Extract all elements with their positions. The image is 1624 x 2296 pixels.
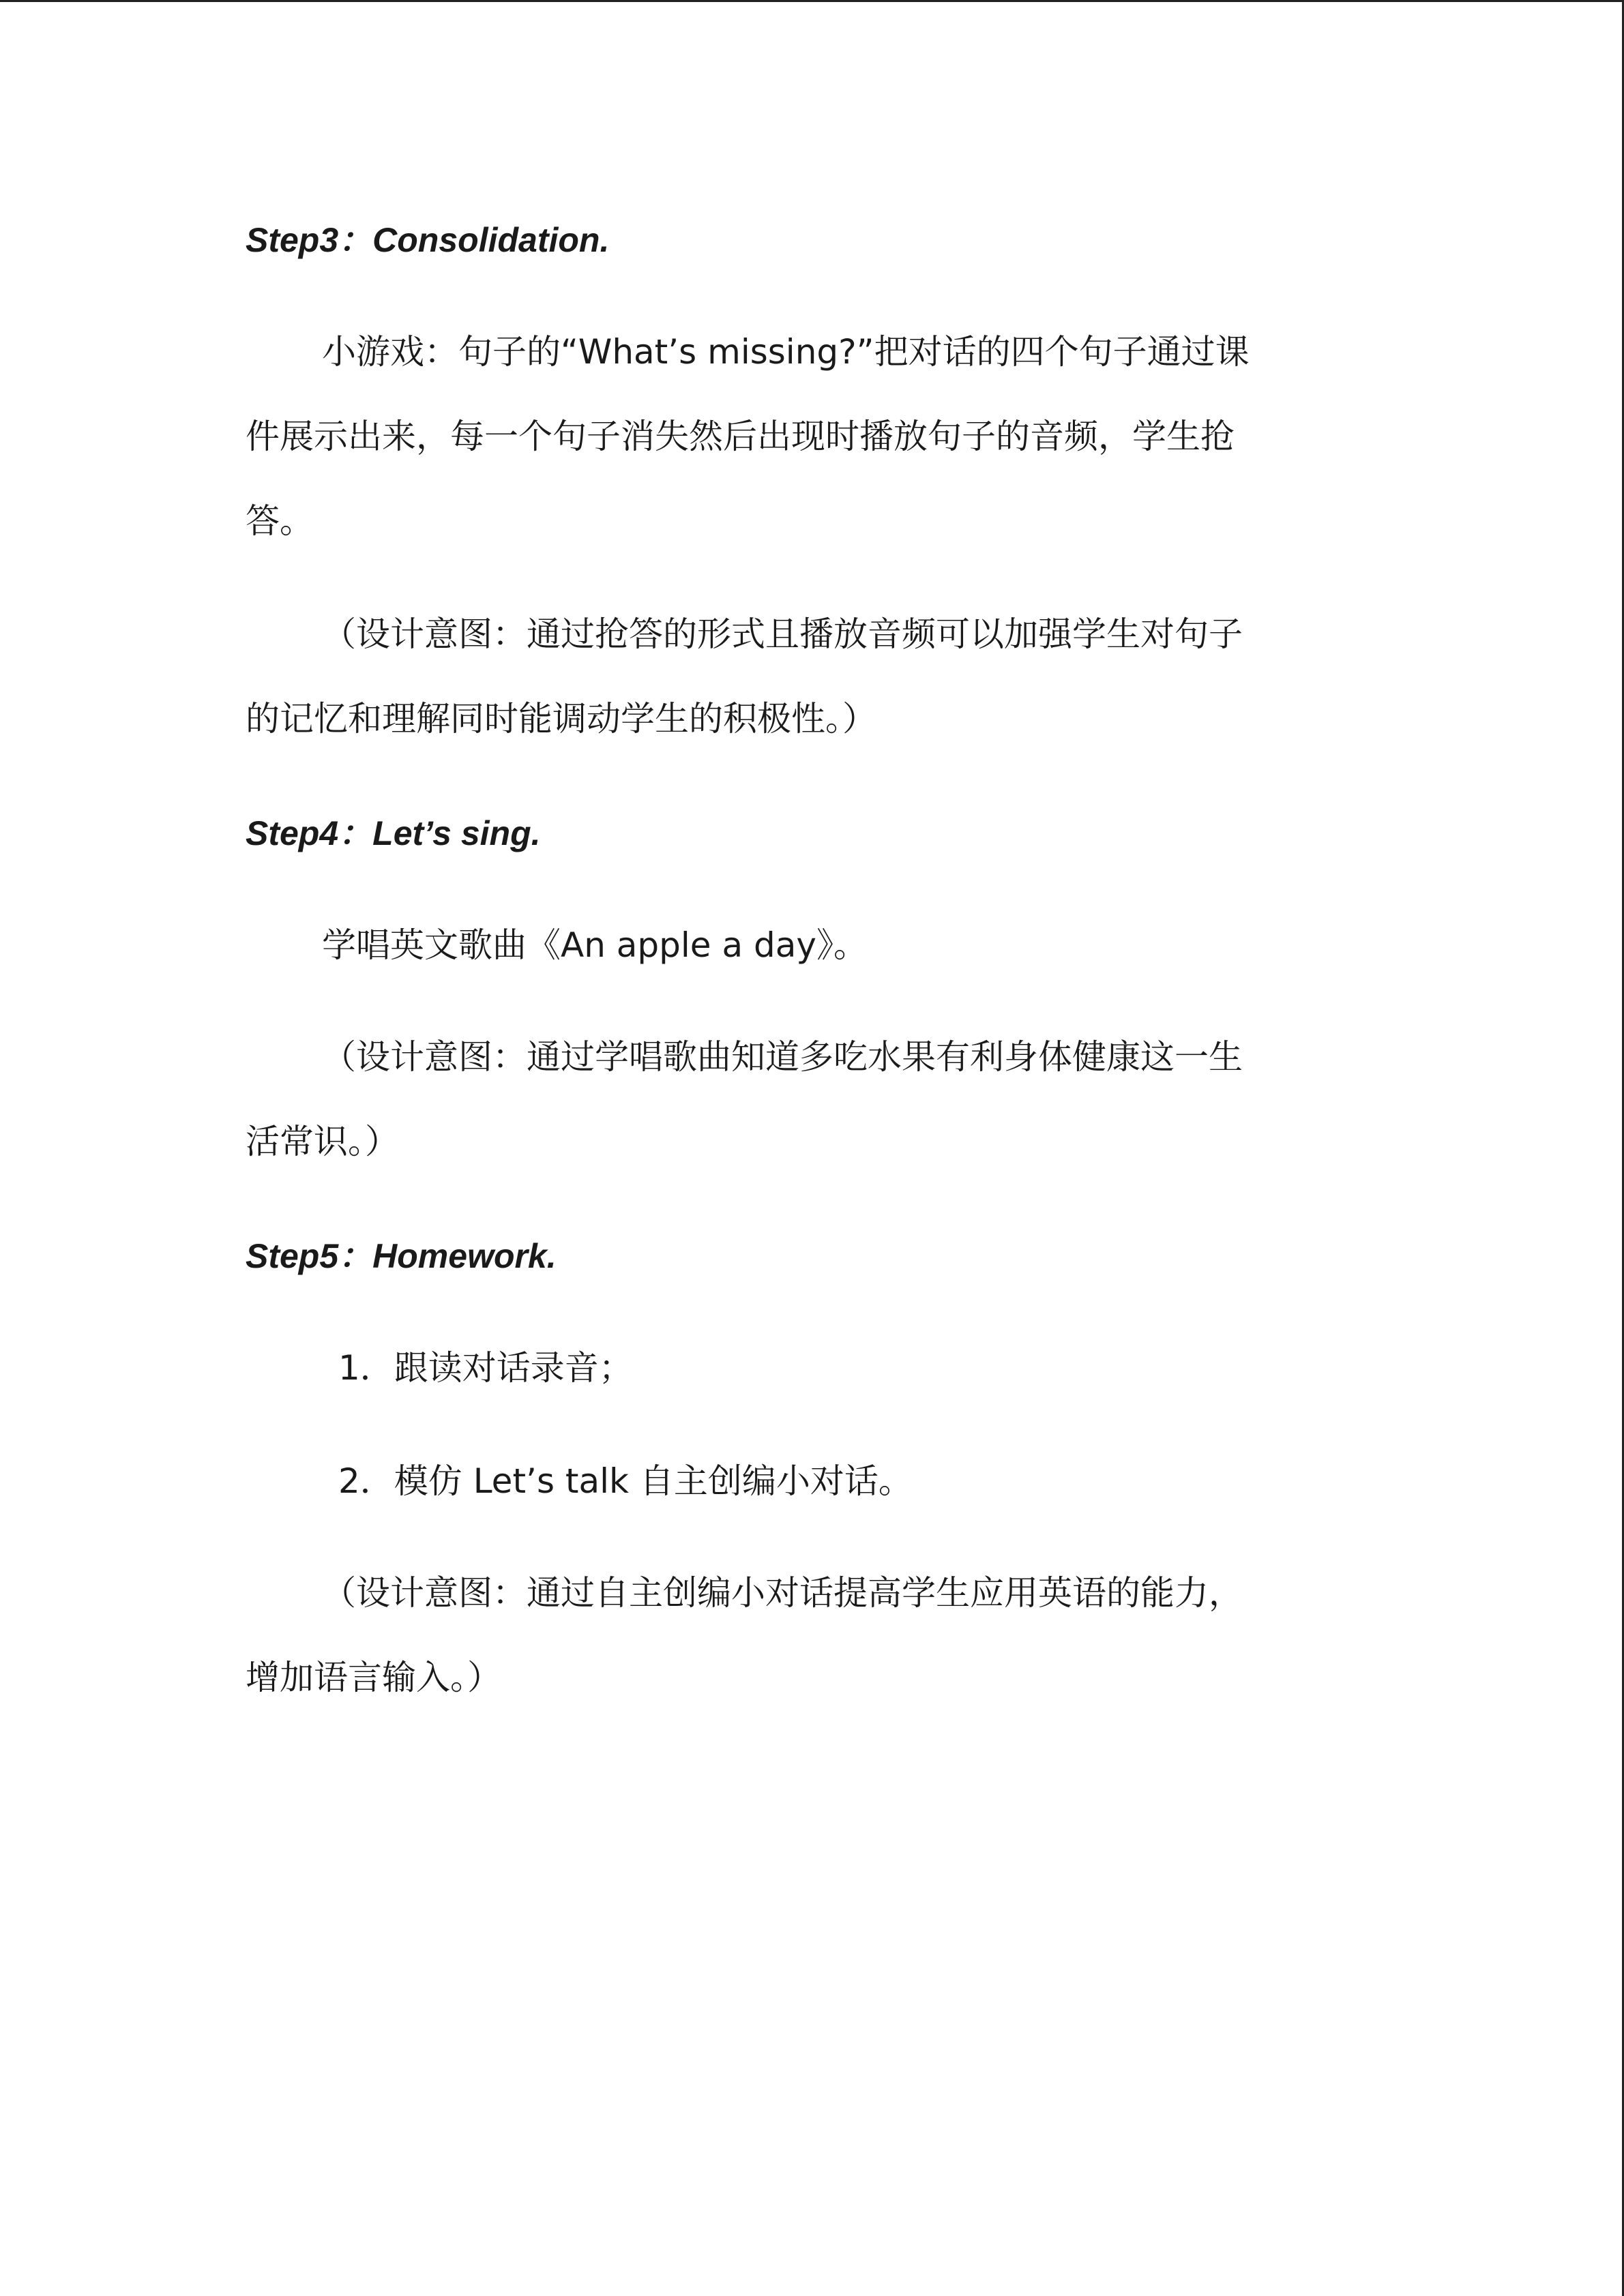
homework-item-2: 2．模仿 Let’s talk 自主创编小对话。: [338, 1461, 913, 1501]
step5-design-note-line-2: 增加语言输入。）: [246, 1658, 501, 1697]
step4-heading: Step4：Let’s sing.: [246, 814, 541, 852]
step3-heading: Step3：Consolidation.: [246, 221, 610, 259]
step3-design-note-line-1: （设计意图：通过抢答的形式且播放音频可以加强学生对句子: [322, 614, 1243, 654]
step3-paragraph-line-3: 答。: [246, 501, 314, 541]
step3-design-note-line-2: 的记忆和理解同时能调动学生的积极性。）: [246, 699, 876, 739]
step5-heading: Step5：Homework.: [246, 1237, 557, 1275]
step4-paragraph: 学唱英文歌曲《An apple a day》。: [322, 925, 868, 965]
step4-design-note-line-1: （设计意图：通过学唱歌曲知道多吃水果有利身体健康这一生: [322, 1037, 1243, 1077]
step4-design-note-line-2: 活常识。）: [246, 1122, 399, 1161]
step5-design-note-line-1: （设计意图：通过自主创编小对话提高学生应用英语的能力，: [322, 1573, 1243, 1613]
top-border: [0, 0, 1624, 2]
homework-item-1: 1．跟读对话录音；: [338, 1348, 633, 1388]
step3-paragraph-line-1: 小游戏：句子的“What’s missing?”把对话的四个句子通过课: [322, 332, 1250, 372]
step3-paragraph-line-2: 件展示出来，每一个句子消失然后出现时播放句子的音频，学生抢: [246, 417, 1235, 456]
